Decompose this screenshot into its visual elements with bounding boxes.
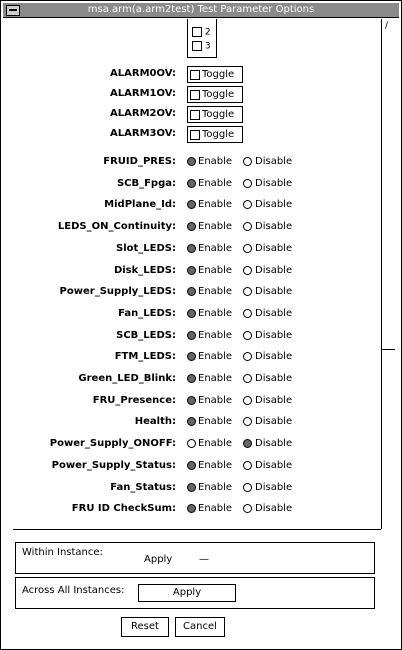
within-instance-value[interactable]: — [199, 554, 209, 565]
disable-radio[interactable] [243, 157, 252, 166]
enable-radio-label[interactable]: Enable [198, 177, 233, 189]
enable-radio[interactable] [187, 417, 196, 426]
across-instances-apply-button[interactable]: Apply [138, 584, 236, 602]
disable-radio-label[interactable]: Disable [255, 264, 293, 276]
within-instance-panel [15, 542, 375, 574]
checkbox-item[interactable] [192, 41, 211, 52]
toggle-box-icon [190, 70, 200, 80]
disable-radio[interactable] [243, 504, 252, 513]
radio-row-label: FRUID_PRES: [103, 156, 176, 167]
cancel-button[interactable]: Cancel [175, 617, 225, 637]
toggle-button-label: Toggle [202, 129, 235, 140]
radio-row [1, 413, 381, 431]
disable-radio-label[interactable]: Disable [255, 416, 293, 428]
disable-radio-label[interactable]: Disable [255, 503, 293, 515]
enable-radio-label[interactable]: Enable [198, 307, 233, 319]
enable-radio[interactable] [187, 331, 196, 340]
radio-row [1, 435, 381, 453]
toggle-button-label: Toggle [202, 109, 235, 120]
toggle-button[interactable] [187, 86, 243, 103]
enable-radio-label[interactable]: Enable [198, 481, 233, 493]
enable-radio[interactable] [187, 374, 196, 383]
disable-radio-label[interactable]: Disable [255, 242, 293, 254]
enable-radio[interactable] [187, 439, 196, 448]
enable-radio-label[interactable]: Enable [198, 459, 233, 471]
toggle-button[interactable] [187, 126, 243, 143]
enable-radio[interactable] [187, 266, 196, 275]
vertical-scrollbar[interactable] [381, 19, 396, 529]
enable-radio-label[interactable]: Enable [198, 373, 233, 384]
radio-row [1, 196, 381, 214]
toggle-button[interactable] [187, 106, 243, 123]
reset-button[interactable]: Reset [121, 617, 169, 637]
radio-row-label: Fan_LEDS: [118, 307, 176, 319]
disable-radio-label[interactable]: Disable [255, 329, 293, 341]
toggle-row [1, 85, 381, 103]
across-instances-label: Across All Instances: [22, 585, 125, 596]
toggle-row-label: ALARM3OV: [110, 128, 176, 139]
radio-row [1, 153, 381, 171]
enable-radio[interactable] [187, 396, 196, 405]
toggle-box-icon [190, 90, 200, 100]
toggle-button-label: Toggle [202, 69, 235, 80]
enable-radio-label[interactable]: Enable [198, 199, 233, 211]
disable-radio-label[interactable]: Disable [255, 438, 293, 450]
toggle-button[interactable] [187, 66, 243, 83]
radio-row [1, 348, 381, 366]
disable-radio-label[interactable]: Disable [255, 221, 293, 233]
scroll-up-arrow-icon[interactable]: / [385, 21, 389, 31]
enable-radio[interactable] [187, 483, 196, 492]
radio-row-label: Slot_LEDS: [116, 242, 176, 254]
enable-radio-label[interactable]: Enable [198, 438, 233, 450]
radio-row-label: Health: [134, 416, 176, 428]
enable-radio-label[interactable]: Enable [198, 264, 233, 276]
radio-row [1, 240, 381, 258]
radio-row [1, 175, 381, 193]
radio-row [1, 262, 381, 280]
radio-row [1, 370, 381, 388]
enable-radio[interactable] [187, 504, 196, 513]
radio-row-label: MidPlane_Id: [104, 199, 176, 211]
radio-row [1, 392, 381, 410]
disable-radio-label[interactable]: Disable [255, 351, 293, 363]
disable-radio[interactable] [243, 287, 252, 296]
checkbox-checked-icon[interactable] [192, 27, 202, 37]
enable-radio-label[interactable]: Enable [198, 242, 233, 254]
disable-radio[interactable] [243, 374, 252, 383]
radio-row-label: Power_Supply_ONOFF: [49, 438, 176, 450]
disable-radio[interactable] [243, 461, 252, 470]
disable-radio-label[interactable]: Disable [255, 394, 293, 406]
radio-row-label: FTM_LEDS: [114, 351, 176, 363]
toggle-row [1, 125, 381, 143]
enable-radio-label[interactable]: Enable [198, 503, 233, 515]
disable-radio[interactable] [243, 417, 252, 426]
radio-row [1, 327, 381, 345]
enable-radio[interactable] [187, 200, 196, 209]
radio-row-label: FRU ID CheckSum: [71, 503, 176, 515]
disable-radio[interactable] [243, 331, 252, 340]
enable-radio-label[interactable]: Enable [198, 394, 233, 406]
checkbox-checked-icon[interactable] [192, 41, 202, 51]
disable-radio[interactable] [243, 200, 252, 209]
enable-radio[interactable] [187, 461, 196, 470]
toggle-row [1, 65, 381, 83]
enable-radio-label[interactable]: Enable [198, 351, 233, 363]
enable-radio[interactable] [187, 287, 196, 296]
toggle-row-label: ALARM0OV: [110, 68, 176, 79]
within-instance-label: Within Instance: [22, 547, 103, 558]
radio-row-label: Fan_Status: [110, 481, 176, 493]
enable-radio[interactable] [187, 179, 196, 188]
disable-radio-label[interactable]: Disable [255, 307, 293, 319]
disable-radio-label[interactable]: Disable [255, 177, 293, 189]
radio-row-label: FRU_Presence: [92, 394, 176, 406]
disable-radio-label[interactable]: Disable [255, 481, 293, 493]
checkbox-label: 2 [204, 27, 211, 38]
disable-radio[interactable] [243, 396, 252, 405]
disable-radio-label[interactable]: Disable [255, 199, 293, 211]
toggle-row [1, 105, 381, 123]
disable-radio[interactable] [243, 352, 252, 361]
enable-radio[interactable] [187, 352, 196, 361]
disable-radio-label[interactable]: Disable [255, 459, 293, 471]
toggle-row-label: ALARM2OV: [110, 108, 176, 119]
radio-row-label: SCB_Fpga: [116, 177, 176, 189]
checkbox-item[interactable] [192, 27, 211, 38]
radio-row [1, 283, 381, 301]
disable-radio-label[interactable]: Disable [255, 286, 293, 298]
enable-radio[interactable] [187, 157, 196, 166]
top-checkbox-group [187, 19, 217, 58]
disable-radio[interactable] [243, 266, 252, 275]
checkbox-label: 3 [204, 41, 211, 52]
toggle-box-icon [190, 130, 200, 140]
separator-line [13, 529, 381, 530]
scrollbar-thumb[interactable] [382, 349, 395, 528]
enable-radio[interactable] [187, 244, 196, 253]
title-bar [3, 3, 399, 18]
window-title: msa.arm(a.arm2test) Test Parameter Options [87, 4, 315, 15]
enable-radio-label[interactable]: Enable [198, 416, 233, 428]
radio-row-label: Power_Supply_LEDS: [59, 286, 176, 298]
disable-radio-label[interactable]: Disable [255, 373, 293, 384]
disable-radio[interactable] [243, 222, 252, 231]
radio-row [1, 479, 381, 497]
radio-row-label: Power_Supply_Status: [51, 459, 176, 471]
within-instance-apply-button[interactable]: Apply [144, 554, 173, 565]
enable-radio[interactable] [187, 222, 196, 231]
radio-row-label: Green_LED_Blink: [78, 373, 176, 384]
enable-radio[interactable] [187, 309, 196, 318]
enable-radio-label[interactable]: Enable [198, 156, 233, 167]
enable-radio-label[interactable]: Enable [198, 329, 233, 341]
radio-row [1, 305, 381, 323]
disable-radio[interactable] [243, 244, 252, 253]
disable-radio[interactable] [243, 483, 252, 492]
disable-radio[interactable] [243, 309, 252, 318]
toggle-row-label: ALARM1OV: [110, 88, 176, 99]
disable-radio[interactable] [243, 179, 252, 188]
radio-row-label: Disk_LEDS: [113, 264, 176, 276]
across-instances-panel [15, 577, 375, 609]
radio-row-label: SCB_LEDS: [116, 329, 176, 341]
radio-row [1, 500, 381, 518]
radio-row [1, 218, 381, 236]
toggle-button-label: Toggle [202, 89, 235, 100]
radio-row [1, 457, 381, 475]
toggle-box-icon [190, 110, 200, 120]
radio-row-label: LEDS_ON_Continuity: [57, 221, 176, 233]
disable-radio-label[interactable]: Disable [255, 156, 293, 167]
disable-radio[interactable] [243, 439, 252, 448]
enable-radio-label[interactable]: Enable [198, 286, 233, 298]
enable-radio-label[interactable]: Enable [198, 221, 233, 233]
